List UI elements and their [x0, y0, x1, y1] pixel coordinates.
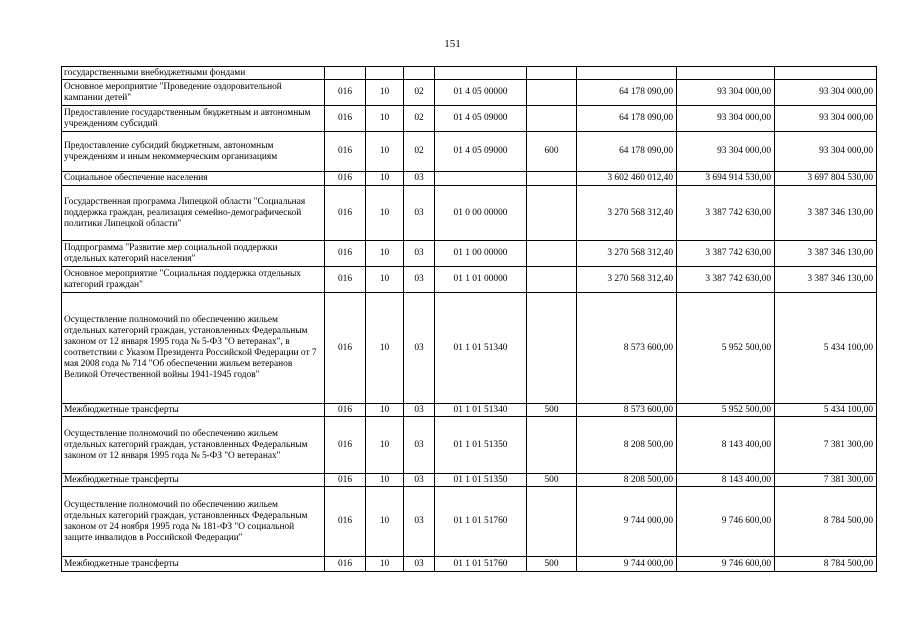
row-sum-2-cell: 5 952 500,00	[677, 293, 775, 404]
row-sum-2-cell: 5 952 500,00	[677, 404, 775, 417]
row-gr-cell: 016	[325, 80, 366, 106]
row-sum-2-cell: 8 143 400,00	[677, 417, 775, 474]
row-pr-cell: 03	[404, 172, 435, 186]
row-name-cell: Осуществление полномочий по обеспечению жильем отдельных категорий граждан, установленных Федеральным законом от 12 января 1995 года № 5-ФЗ "О ветеранах", в соответствии с Указом Президента Российской Федерации от 7 мая 2008 года № 714 "Об обеспечении жильем ветеранов Великой Отечественной войны 1941-1945 годов"	[62, 293, 325, 404]
row-sum-2-cell: 93 304 000,00	[677, 80, 775, 106]
row-sum-2-cell: 93 304 000,00	[677, 106, 775, 132]
row-csr-cell: 01 1 01 51340	[435, 404, 527, 417]
row-vr-cell: 500	[527, 404, 577, 417]
row-sum-3-cell: 3 387 346 130,00	[775, 267, 877, 293]
row-name-cell: Осуществление полномочий по обеспечению жильем отдельных категорий граждан, установленных Федеральным законом от 24 ноября 1995 года № 181-ФЗ "О социальной защите инвалидов в Российской Федерации"	[62, 487, 325, 557]
row-vr-cell: 500	[527, 474, 577, 487]
row-gr-cell: 016	[325, 267, 366, 293]
row-gr-cell: 016	[325, 557, 366, 572]
row-name-cell: Межбюджетные трансферты	[62, 404, 325, 417]
row-pr-cell: 03	[404, 474, 435, 487]
row-pr-cell: 02	[404, 132, 435, 172]
row-csr-cell: 01 1 01 51350	[435, 474, 527, 487]
row-rz-cell: 10	[366, 404, 404, 417]
row-sum-2-cell: 9 746 600,00	[677, 487, 775, 557]
table-row	[62, 417, 877, 474]
row-gr-cell: 016	[325, 293, 366, 404]
row-sum-2-cell: 3 694 914 530,00	[677, 172, 775, 186]
row-gr-cell: 016	[325, 172, 366, 186]
row-sum-3-cell: 93 304 000,00	[775, 80, 877, 106]
row-gr-cell: 016	[325, 132, 366, 172]
row-sum-1-cell: 9 744 000,00	[577, 487, 677, 557]
row-sum-1-cell: 64 178 090,00	[577, 106, 677, 132]
table-row	[62, 267, 877, 293]
row-sum-2-cell: 3 387 742 630,00	[677, 267, 775, 293]
row-name-cell: Государственная программа Липецкой области "Социальная поддержка граждан, реализация семейно-демографической политики Липецкой области"	[62, 186, 325, 241]
row-rz-cell: 10	[366, 172, 404, 186]
table-body	[62, 67, 877, 572]
row-name-cell: государственными внебюджетными фондами	[62, 67, 325, 80]
row-vr-cell	[527, 417, 577, 474]
row-pr-cell: 03	[404, 267, 435, 293]
table-row	[62, 557, 877, 572]
table-row	[62, 106, 877, 132]
row-rz-cell: 10	[366, 132, 404, 172]
row-name-cell: Межбюджетные трансферты	[62, 474, 325, 487]
row-sum-3-cell: 3 697 804 530,00	[775, 172, 877, 186]
row-sum-1-cell	[577, 67, 677, 80]
row-sum-3-cell: 3 387 346 130,00	[775, 241, 877, 267]
table-row	[62, 241, 877, 267]
row-rz-cell: 10	[366, 241, 404, 267]
row-csr-cell: 01 1 01 51350	[435, 417, 527, 474]
row-sum-3-cell	[775, 67, 877, 80]
row-sum-2-cell: 9 746 600,00	[677, 557, 775, 572]
row-rz-cell: 10	[366, 417, 404, 474]
row-gr-cell: 016	[325, 487, 366, 557]
row-csr-cell: 01 1 01 00000	[435, 267, 527, 293]
row-sum-1-cell: 8 208 500,00	[577, 417, 677, 474]
row-vr-cell	[527, 80, 577, 106]
row-name-cell: Основное мероприятие "Проведение оздоровительной кампании детей"	[62, 80, 325, 106]
row-vr-cell: 500	[527, 557, 577, 572]
row-name-cell: Предоставление государственным бюджетным и автономным учреждениям субсидий	[62, 106, 325, 132]
row-sum-2-cell	[677, 67, 775, 80]
row-rz-cell: 10	[366, 557, 404, 572]
row-gr-cell: 016	[325, 186, 366, 241]
row-sum-3-cell: 8 784 500,00	[775, 557, 877, 572]
row-pr-cell: 03	[404, 487, 435, 557]
row-name-cell: Социальное обеспечение населения	[62, 172, 325, 186]
row-rz-cell: 10	[366, 186, 404, 241]
row-sum-1-cell: 64 178 090,00	[577, 132, 677, 172]
row-csr-cell	[435, 172, 527, 186]
row-name-cell: Основное мероприятие "Социальная поддержка отдельных категорий граждан"	[62, 267, 325, 293]
table-row	[62, 293, 877, 404]
row-pr-cell: 03	[404, 293, 435, 404]
row-vr-cell	[527, 267, 577, 293]
row-vr-cell	[527, 106, 577, 132]
row-csr-cell: 01 1 01 51340	[435, 293, 527, 404]
row-vr-cell	[527, 186, 577, 241]
row-vr-cell	[527, 67, 577, 80]
row-gr-cell: 016	[325, 404, 366, 417]
row-csr-cell: 01 4 05 00000	[435, 80, 527, 106]
table-row	[62, 80, 877, 106]
row-rz-cell: 10	[366, 474, 404, 487]
row-sum-1-cell: 9 744 000,00	[577, 557, 677, 572]
row-name-cell: Подпрограмма "Развитие мер социальной поддержки отдельных категорий населения"	[62, 241, 325, 267]
row-gr-cell: 016	[325, 474, 366, 487]
row-rz-cell: 10	[366, 80, 404, 106]
row-sum-1-cell: 8 573 600,00	[577, 404, 677, 417]
table-row	[62, 487, 877, 557]
table-row	[62, 186, 877, 241]
row-sum-1-cell: 3 270 568 312,40	[577, 267, 677, 293]
row-csr-cell: 01 1 00 00000	[435, 241, 527, 267]
row-sum-3-cell: 8 784 500,00	[775, 487, 877, 557]
row-sum-2-cell: 93 304 000,00	[677, 132, 775, 172]
table-row	[62, 172, 877, 186]
row-pr-cell: 02	[404, 80, 435, 106]
row-vr-cell	[527, 293, 577, 404]
table-row	[62, 132, 877, 172]
row-pr-cell: 03	[404, 404, 435, 417]
row-sum-3-cell: 3 387 346 130,00	[775, 186, 877, 241]
table-row	[62, 474, 877, 487]
row-csr-cell: 01 1 01 51760	[435, 557, 527, 572]
row-csr-cell: 01 0 00 00000	[435, 186, 527, 241]
row-pr-cell: 03	[404, 557, 435, 572]
row-sum-3-cell: 5 434 100,00	[775, 293, 877, 404]
row-sum-3-cell: 7 381 300,00	[775, 474, 877, 487]
row-vr-cell	[527, 487, 577, 557]
row-pr-cell: 03	[404, 241, 435, 267]
row-csr-cell: 01 1 01 51760	[435, 487, 527, 557]
row-gr-cell: 016	[325, 106, 366, 132]
row-sum-1-cell: 3 270 568 312,40	[577, 241, 677, 267]
row-sum-1-cell: 64 178 090,00	[577, 80, 677, 106]
row-name-cell: Осуществление полномочий по обеспечению жильем отдельных категорий граждан, установленных Федеральным законом от 12 января 1995 года № 5-ФЗ "О ветеранах"	[62, 417, 325, 474]
row-sum-3-cell: 7 381 300,00	[775, 417, 877, 474]
row-rz-cell: 10	[366, 106, 404, 132]
row-pr-cell: 02	[404, 106, 435, 132]
row-sum-1-cell: 8 573 600,00	[577, 293, 677, 404]
row-gr-cell	[325, 67, 366, 80]
budget-table	[61, 66, 877, 572]
row-csr-cell: 01 4 05 09000	[435, 106, 527, 132]
row-sum-2-cell: 3 387 742 630,00	[677, 241, 775, 267]
row-sum-3-cell: 93 304 000,00	[775, 106, 877, 132]
row-sum-1-cell: 8 208 500,00	[577, 474, 677, 487]
row-gr-cell: 016	[325, 417, 366, 474]
row-pr-cell: 03	[404, 417, 435, 474]
row-rz-cell: 10	[366, 267, 404, 293]
row-rz-cell	[366, 67, 404, 80]
table-row	[62, 67, 877, 80]
row-name-cell: Межбюджетные трансферты	[62, 557, 325, 572]
row-pr-cell	[404, 67, 435, 80]
row-gr-cell: 016	[325, 241, 366, 267]
table-row	[62, 404, 877, 417]
row-name-cell: Предоставление субсидий бюджетным, автономным учреждениям и иным некоммерческим организациям	[62, 132, 325, 172]
row-csr-cell	[435, 67, 527, 80]
row-pr-cell: 03	[404, 186, 435, 241]
row-sum-2-cell: 8 143 400,00	[677, 474, 775, 487]
row-vr-cell	[527, 172, 577, 186]
row-sum-3-cell: 93 304 000,00	[775, 132, 877, 172]
page-number: 151	[444, 38, 461, 50]
row-sum-1-cell: 3 270 568 312,40	[577, 186, 677, 241]
row-vr-cell	[527, 241, 577, 267]
row-sum-1-cell: 3 602 460 012,40	[577, 172, 677, 186]
row-sum-3-cell: 5 434 100,00	[775, 404, 877, 417]
row-rz-cell: 10	[366, 293, 404, 404]
row-rz-cell: 10	[366, 487, 404, 557]
row-csr-cell: 01 4 05 09000	[435, 132, 527, 172]
row-vr-cell: 600	[527, 132, 577, 172]
row-sum-2-cell: 3 387 742 630,00	[677, 186, 775, 241]
